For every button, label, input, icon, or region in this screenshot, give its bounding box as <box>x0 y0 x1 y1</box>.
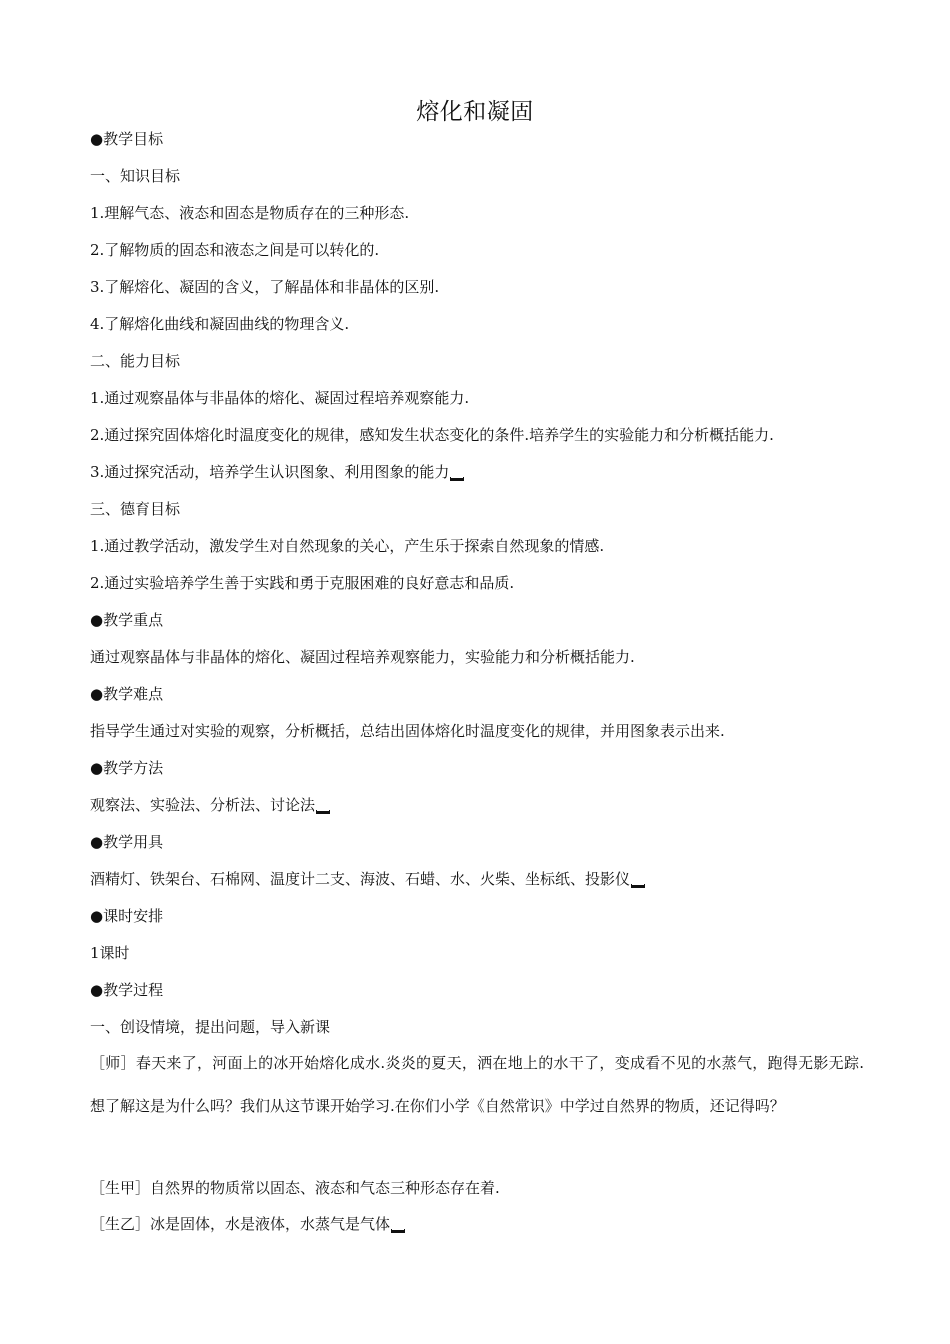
goal-item-text: 3.通过探究活动，培养学生认识图象、利用图象的能力 <box>90 463 450 481</box>
key-points-text: 通过观察晶体与非晶体的熔化、凝固过程培养观察能力，实验能力和分析概括能力. <box>90 648 635 666</box>
goal-item: 4.了解熔化曲线和凝固曲线的物理含义. <box>90 315 350 333</box>
subheading-knowledge-goals: 一、知识目标 <box>90 167 181 185</box>
schedule-text: 1课时 <box>90 944 130 962</box>
goal-item: 2.通过实验培养学生善于实践和勇于克服困难的良好意志和品质. <box>90 574 515 592</box>
document-title: 熔化和凝固 <box>416 99 534 125</box>
goal-item: 1.通过观察晶体与非晶体的熔化、凝固过程培养观察能力. <box>90 389 470 407</box>
section-heading-teaching-goals: ●教学目标 <box>90 130 164 148</box>
methods-text: 观察法、实验法、分析法、讨论法 <box>90 796 316 814</box>
section-heading-methods: ●教学方法 <box>90 759 164 777</box>
tools-text: 酒精灯、铁架台、石棉网、温度计二支、海波、石蜡、水、火柴、坐标纸、投影仪 <box>90 870 631 888</box>
paragraph-end-mark-icon <box>316 810 330 814</box>
section-heading-tools: ●教学用具 <box>90 833 164 851</box>
process-step-heading: 一、创设情境，提出问题，导入新课 <box>90 1018 331 1036</box>
section-heading-difficulties: ●教学难点 <box>90 685 164 703</box>
goal-item: 3.了解熔化、凝固的含义，了解晶体和非晶体的区别. <box>90 278 440 296</box>
goal-item: 2.了解物质的固态和液态之间是可以转化的. <box>90 241 380 259</box>
paragraph-end-mark-icon <box>391 1229 405 1233</box>
goal-item: 1.通过教学活动，激发学生对自然现象的关心，产生乐于探索自然现象的情感. <box>90 537 605 555</box>
section-heading-process: ●教学过程 <box>90 981 164 999</box>
goal-item: 1.理解气态、液态和固态是物质存在的三种形态. <box>90 204 410 222</box>
tools-text-with-mark <box>90 868 645 890</box>
difficulties-text: 指导学生通过对实验的观察，分析概括，总结出固体熔化时温度变化的规律，并用图象表示出来. <box>90 722 725 740</box>
teacher-dialogue-paragraph: ［师］春天来了，河面上的冰开始熔化成水.炎炎的夏天，洒在地上的水干了，变成看不见的水蒸气，跑得无影无踪.想了解这是为什么吗？我们从这节课开始学习.在你们小学《自然常识》中学过自然界的物质，还记得吗？ <box>90 1054 864 1115</box>
methods-text-with-mark <box>90 794 330 816</box>
paragraph-end-mark-icon <box>631 884 645 888</box>
section-heading-schedule: ●课时安排 <box>90 907 164 925</box>
paragraph-end-mark-icon <box>450 477 464 481</box>
student-b-dialogue-with-mark <box>90 1213 405 1235</box>
student-a-dialogue: ［生甲］自然界的物质常以固态、液态和气态三种形态存在着. <box>90 1179 500 1197</box>
subheading-moral-goals: 三、德育目标 <box>90 500 181 518</box>
subheading-ability-goals: 二、能力目标 <box>90 352 181 370</box>
goal-item: 2.通过探究固体熔化时温度变化的规律，感知发生状态变化的条件.培养学生的实验能力和分析概括能力. <box>90 426 774 444</box>
goal-item-with-mark <box>90 461 464 483</box>
student-b-dialogue: ［生乙］冰是固体，水是液体，水蒸气是气体 <box>90 1215 391 1233</box>
section-heading-key-points: ●教学重点 <box>90 611 164 629</box>
